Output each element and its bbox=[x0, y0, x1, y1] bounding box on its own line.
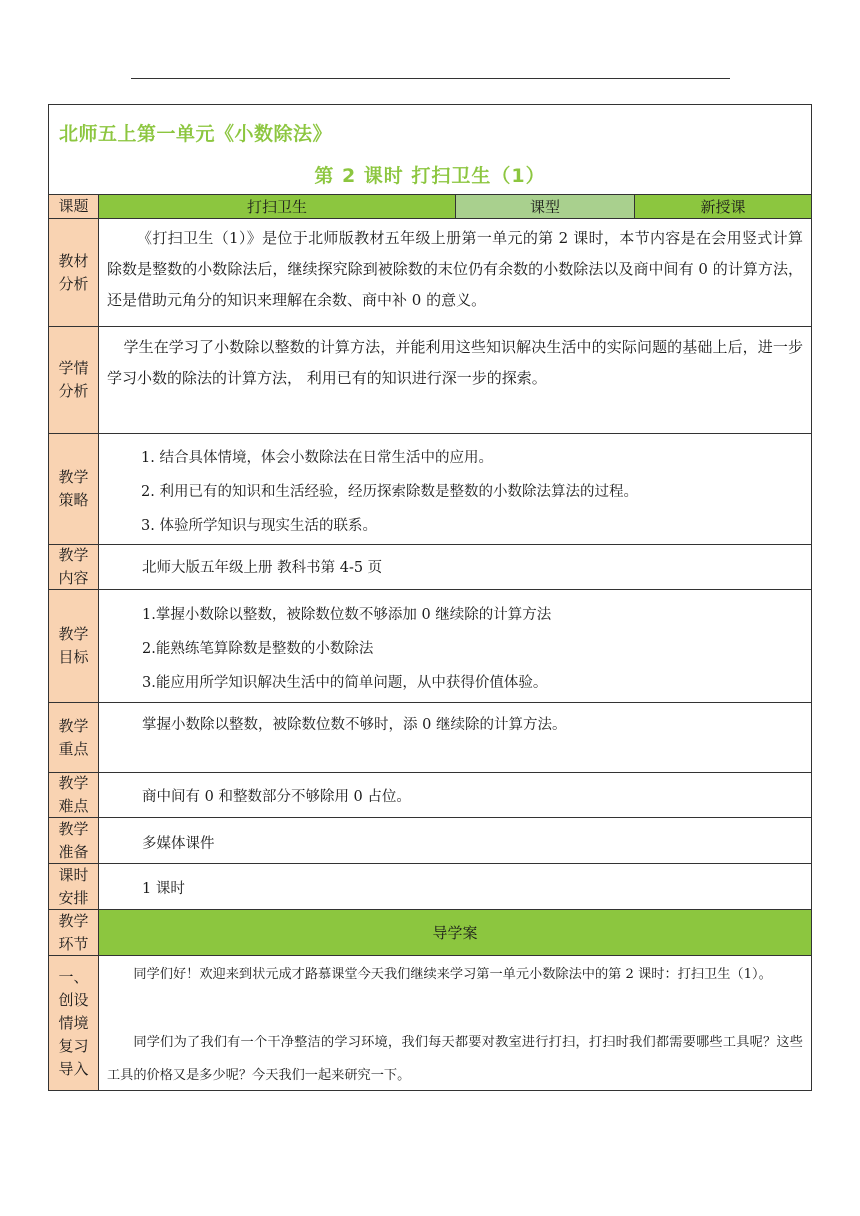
topic-value: 打扫卫生 bbox=[99, 195, 456, 218]
goal-item: 3.能应用所学知识解决生活中的简单问题，从中获得价值体验。 bbox=[142, 675, 548, 691]
lesson-plan-table bbox=[48, 104, 812, 1091]
process-label: 教学环节 bbox=[58, 911, 89, 953]
content-label-cell bbox=[49, 545, 99, 589]
difficulties-cell bbox=[99, 773, 811, 817]
topic-label: 课题 bbox=[58, 197, 89, 215]
content-cell bbox=[99, 545, 811, 589]
key-points-row bbox=[49, 703, 811, 773]
difficulties-text: 商中间有 0 和整数部分不够除用 0 占位。 bbox=[142, 789, 411, 805]
strategy-item: 2. 利用已有的知识和生活经验，经历探索除数是整数的小数除法算法的过程。 bbox=[141, 484, 638, 500]
textbook-analysis-row bbox=[49, 219, 811, 327]
header-rule bbox=[131, 78, 730, 79]
key-points-label: 教学重点 bbox=[58, 716, 89, 758]
preparation-label: 教学准备 bbox=[58, 819, 89, 861]
type-label: 课型 bbox=[456, 195, 635, 218]
content-label: 教学内容 bbox=[58, 546, 89, 587]
textbook-analysis-label: 教材分析 bbox=[58, 251, 89, 293]
schedule-cell bbox=[99, 864, 811, 909]
strategy-row bbox=[49, 434, 811, 545]
intro-paragraph: 同学们好！欢迎来到状元成才路慕课堂今天我们继续来学习第一单元小数除法中的第 2 课时：打扫卫生（1）。 bbox=[133, 967, 772, 982]
type-value: 新授课 bbox=[635, 195, 811, 218]
goals-cell bbox=[99, 590, 811, 702]
strategy-item: 1. 结合具体情境，体会小数除法在日常生活中的应用。 bbox=[141, 450, 493, 466]
preparation-row bbox=[49, 818, 811, 864]
preparation-label-cell bbox=[49, 818, 99, 863]
goals-label-cell bbox=[49, 590, 99, 702]
schedule-label-cell bbox=[49, 864, 99, 909]
schedule-label: 课时安排 bbox=[58, 865, 89, 907]
title-block bbox=[49, 105, 811, 195]
process-label-cell bbox=[49, 910, 99, 955]
difficulties-label: 教学难点 bbox=[58, 774, 89, 815]
strategy-label: 教学策略 bbox=[58, 468, 89, 509]
intro-row bbox=[49, 956, 811, 1090]
strategy-cell bbox=[99, 434, 811, 544]
strategy-item: 3. 体验所学知识与现实生活的联系。 bbox=[141, 518, 377, 534]
textbook-analysis-text: 《打扫卫生（1）》是位于北师版教材五年级上册第一单元的第 2 课时，本节内容是在会用竖式计算除数是整数的小数除法后，继续探究除到被除数的末位仍有余数的小数除法以及商中间有 0 的计算方法，还是借助元角分的知识来理解在余数、商中补 0 的意义。 bbox=[107, 229, 803, 309]
strategy-label-cell bbox=[49, 434, 99, 544]
topic-row bbox=[49, 195, 811, 219]
document-title: 北师五上第一单元《小数除法》 bbox=[59, 123, 333, 145]
student-analysis-row bbox=[49, 327, 811, 434]
process-row bbox=[49, 910, 811, 956]
lesson-subtitle: 第 2 课时 打扫卫生（1） bbox=[314, 165, 546, 187]
preparation-cell bbox=[99, 818, 811, 863]
student-analysis-cell bbox=[99, 327, 811, 433]
goals-label: 教学目标 bbox=[58, 625, 89, 666]
goal-item: 2.能熟练笔算除数是整数的小数除法 bbox=[142, 641, 374, 657]
student-analysis-label: 学情分析 bbox=[58, 359, 89, 400]
key-points-cell bbox=[99, 703, 811, 772]
intro-paragraph: 同学们为了我们有一个干净整洁的学习环境，我们每天都要对教室进行打扫，打扫时我们都需要哪些工具呢？这些工具的价格又是多少呢？今天我们一起来研究一下。 bbox=[107, 1035, 803, 1083]
content-text: 北师大版五年级上册 教科书第 4-5 页 bbox=[142, 560, 383, 576]
intro-label: 一、创设情境复习导入 bbox=[58, 967, 89, 1078]
schedule-row bbox=[49, 864, 811, 910]
goal-item: 1.掌握小数除以整数，被除数位数不够添加 0 继续除的计算方法 bbox=[142, 607, 552, 623]
goals-row bbox=[49, 590, 811, 703]
key-points-label-cell bbox=[49, 703, 99, 772]
intro-cell bbox=[99, 956, 811, 1090]
student-analysis-label-cell bbox=[49, 327, 99, 433]
intro-label-cell bbox=[49, 956, 99, 1090]
process-header: 导学案 bbox=[99, 910, 811, 955]
student-analysis-text: 学生在学习了小数除以整数的计算方法，并能利用这些知识解决生活中的实际问题的基础上后，进一步学习小数的除法的计算方法， 利用已有的知识进行深一步的探索。 bbox=[107, 338, 803, 387]
textbook-analysis-cell bbox=[99, 219, 811, 326]
difficulties-label-cell bbox=[49, 773, 99, 817]
difficulties-row bbox=[49, 773, 811, 818]
schedule-text: 1 课时 bbox=[142, 881, 185, 897]
content-row bbox=[49, 545, 811, 590]
topic-label-cell bbox=[49, 195, 99, 218]
key-points-text: 掌握小数除以整数，被除数位数不够时，添 0 继续除的计算方法。 bbox=[142, 717, 567, 733]
preparation-text: 多媒体课件 bbox=[142, 836, 215, 852]
textbook-analysis-label-cell bbox=[49, 219, 99, 326]
